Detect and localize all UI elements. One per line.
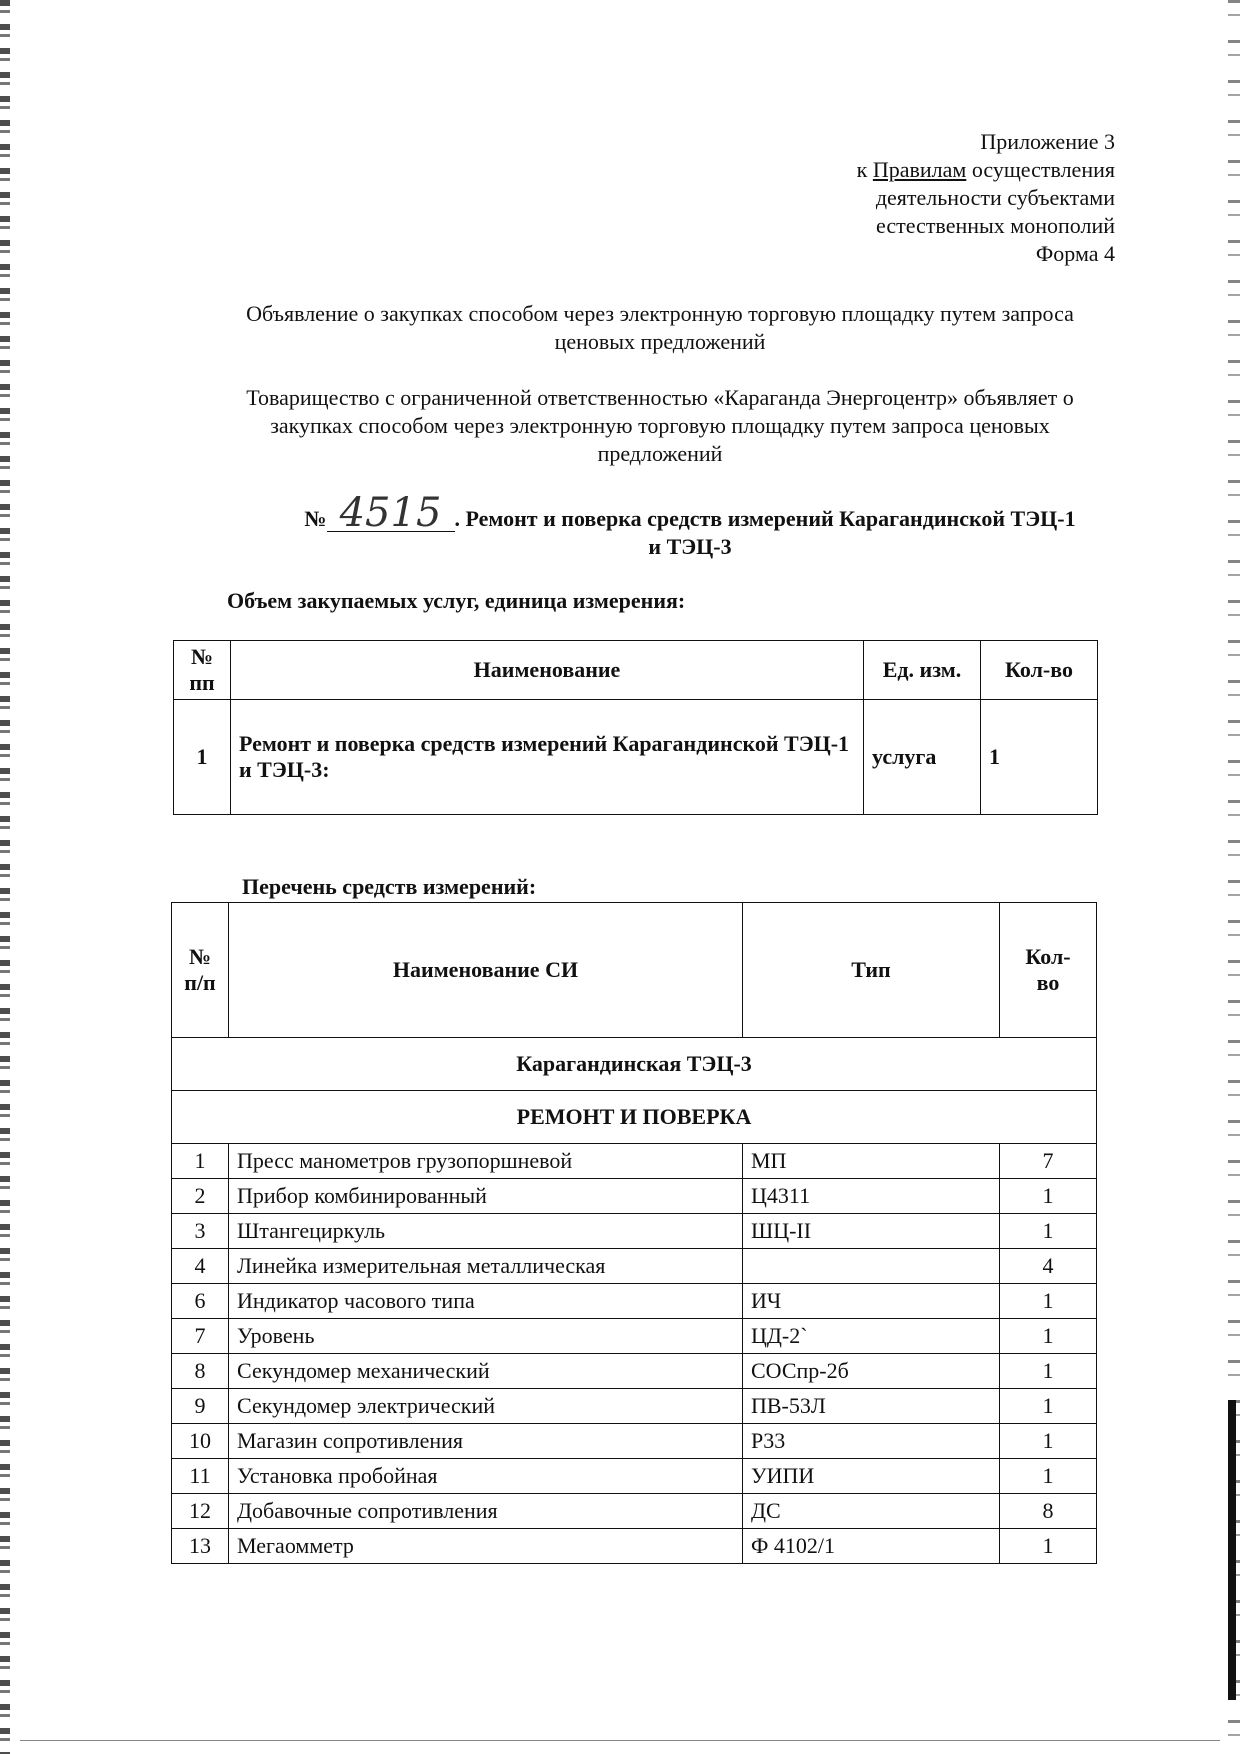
lot-number-handwritten: 4515: [327, 495, 455, 532]
table-row: [172, 1494, 1097, 1529]
lot-heading: [250, 490, 1130, 561]
cell-qty: 7: [1000, 1144, 1097, 1179]
cell-qty: 1: [1000, 1179, 1097, 1214]
cell-no: 4: [172, 1249, 229, 1284]
cell-name: Добавочные сопротивления: [229, 1494, 743, 1529]
table-row: [172, 1249, 1097, 1284]
cell-no: 1: [172, 1144, 229, 1179]
table-row: [172, 1284, 1097, 1319]
cell-qty: 8: [1000, 1494, 1097, 1529]
cell-qty: 1: [1000, 1284, 1097, 1319]
cell-name: Секундомер механический: [229, 1354, 743, 1389]
cell-no: 7: [172, 1319, 229, 1354]
cell-qty: 1: [1000, 1529, 1097, 1564]
volume-label: Объем закупаемых услуг, единица измерения:: [227, 588, 686, 613]
header-name: Наименование: [231, 641, 864, 700]
table-row: [172, 1389, 1097, 1424]
cell-type: СОСпр-2б: [743, 1354, 1000, 1389]
cell-qty: 4: [1000, 1249, 1097, 1284]
lot-number-prefix: №: [304, 506, 327, 531]
table-row: [172, 1459, 1097, 1494]
cell-qty: 1: [1000, 1424, 1097, 1459]
table-row: [172, 1214, 1097, 1249]
cell-type: УИПИ: [743, 1459, 1000, 1494]
cell-qty: 1: [981, 700, 1098, 815]
cell-name: Магазин сопротивления: [229, 1424, 743, 1459]
cell-no: 10: [172, 1424, 229, 1459]
appendix-header: [857, 128, 1115, 268]
cell-type: ШЦ-II: [743, 1214, 1000, 1249]
cell-name: Линейка измерительная металлическая: [229, 1249, 743, 1284]
cell-name: Индикатор часового типа: [229, 1284, 743, 1319]
cell-qty: 1: [1000, 1389, 1097, 1424]
table-row: [172, 1179, 1097, 1214]
cell-type: ПВ-53Л: [743, 1389, 1000, 1424]
appendix-rules-line: к Правилам осуществления: [856, 157, 1115, 182]
cell-no: 8: [172, 1354, 229, 1389]
cell-type: ДС: [743, 1494, 1000, 1529]
table-row: [174, 700, 1098, 815]
cell-qty: 1: [1000, 1214, 1097, 1249]
cell-name: Ремонт и поверка средств измерений Карагандинской ТЭЦ-1 и ТЭЦ-3:: [231, 700, 864, 815]
instruments-table-header: [172, 903, 1097, 1038]
lot-title: . Ремонт и поверка средств измерений Карагандинской ТЭЦ-1: [454, 506, 1076, 531]
cell-unit: услуга: [864, 700, 981, 815]
instruments-label: Перечень средств измерений:: [242, 874, 537, 899]
header-unit: Ед. изм.: [864, 641, 981, 700]
cell-name: Пресс манометров грузопоршневой: [229, 1144, 743, 1179]
cell-type: МП: [743, 1144, 1000, 1179]
cell-type: Р33: [743, 1424, 1000, 1459]
cell-no: 12: [172, 1494, 229, 1529]
cell-name: Прибор комбинированный: [229, 1179, 743, 1214]
header-no: № п/п: [172, 903, 229, 1038]
cell-type: ИЧ: [743, 1284, 1000, 1319]
table-row: [172, 1354, 1097, 1389]
appendix-line4: естественных монополий: [876, 213, 1115, 238]
scan-edge-left: [0, 0, 10, 1754]
scan-bottom-line: [20, 1740, 1220, 1741]
cell-type: Ф 4102/1: [743, 1529, 1000, 1564]
cell-type: ЦД-2`: [743, 1319, 1000, 1354]
table-row: [172, 1529, 1097, 1564]
cell-name: Мегаомметр: [229, 1529, 743, 1564]
cell-qty: 1: [1000, 1459, 1097, 1494]
header-name: Наименование СИ: [229, 903, 743, 1038]
table-row: [172, 1144, 1097, 1179]
volume-table: [173, 640, 1098, 815]
cell-no: 11: [172, 1459, 229, 1494]
appendix-number: Приложение 3: [980, 129, 1115, 154]
header-type: Тип: [743, 903, 1000, 1038]
section-work: РЕМОНТ И ПОВЕРКА: [172, 1091, 1097, 1144]
intro-paragraph: Товарищество с ограниченной ответственностью «Караганда Энергоцентр» объявляет о закупках способом через электронную торговую площадку путем запроса ценовых предложений: [246, 385, 1074, 466]
scan-edge-right-bar: [1228, 1400, 1236, 1700]
lot-title-cont: и ТЭЦ-3: [648, 534, 732, 559]
section-plant: Карагандинская ТЭЦ-3: [172, 1038, 1097, 1091]
instruments-table: [171, 902, 1097, 1564]
volume-table-header: [174, 641, 1098, 700]
document-title: Объявление о закупках способом через электронную торговую площадку путем запроса ценовых предложений: [246, 301, 1074, 354]
cell-qty: 1: [1000, 1354, 1097, 1389]
cell-name: Установка пробойная: [229, 1459, 743, 1494]
table-row: [172, 1319, 1097, 1354]
cell-no: 6: [172, 1284, 229, 1319]
cell-no: 9: [172, 1389, 229, 1424]
cell-no: 13: [172, 1529, 229, 1564]
cell-no: 2: [172, 1179, 229, 1214]
cell-no: 1: [174, 700, 231, 815]
header-qty: Кол-во: [981, 641, 1098, 700]
cell-no: 3: [172, 1214, 229, 1249]
cell-name: Секундомер электрический: [229, 1389, 743, 1424]
appendix-line3: деятельности субъектами: [875, 185, 1115, 210]
table-row: [172, 1424, 1097, 1459]
form-number: Форма 4: [1035, 241, 1115, 266]
cell-type: [743, 1249, 1000, 1284]
cell-qty: 1: [1000, 1319, 1097, 1354]
cell-name: Уровень: [229, 1319, 743, 1354]
cell-type: Ц4311: [743, 1179, 1000, 1214]
rules-link[interactable]: Правилам: [872, 157, 967, 182]
header-qty: Кол- во: [1000, 903, 1097, 1038]
cell-name: Штангециркуль: [229, 1214, 743, 1249]
header-no: № пп: [174, 641, 231, 700]
